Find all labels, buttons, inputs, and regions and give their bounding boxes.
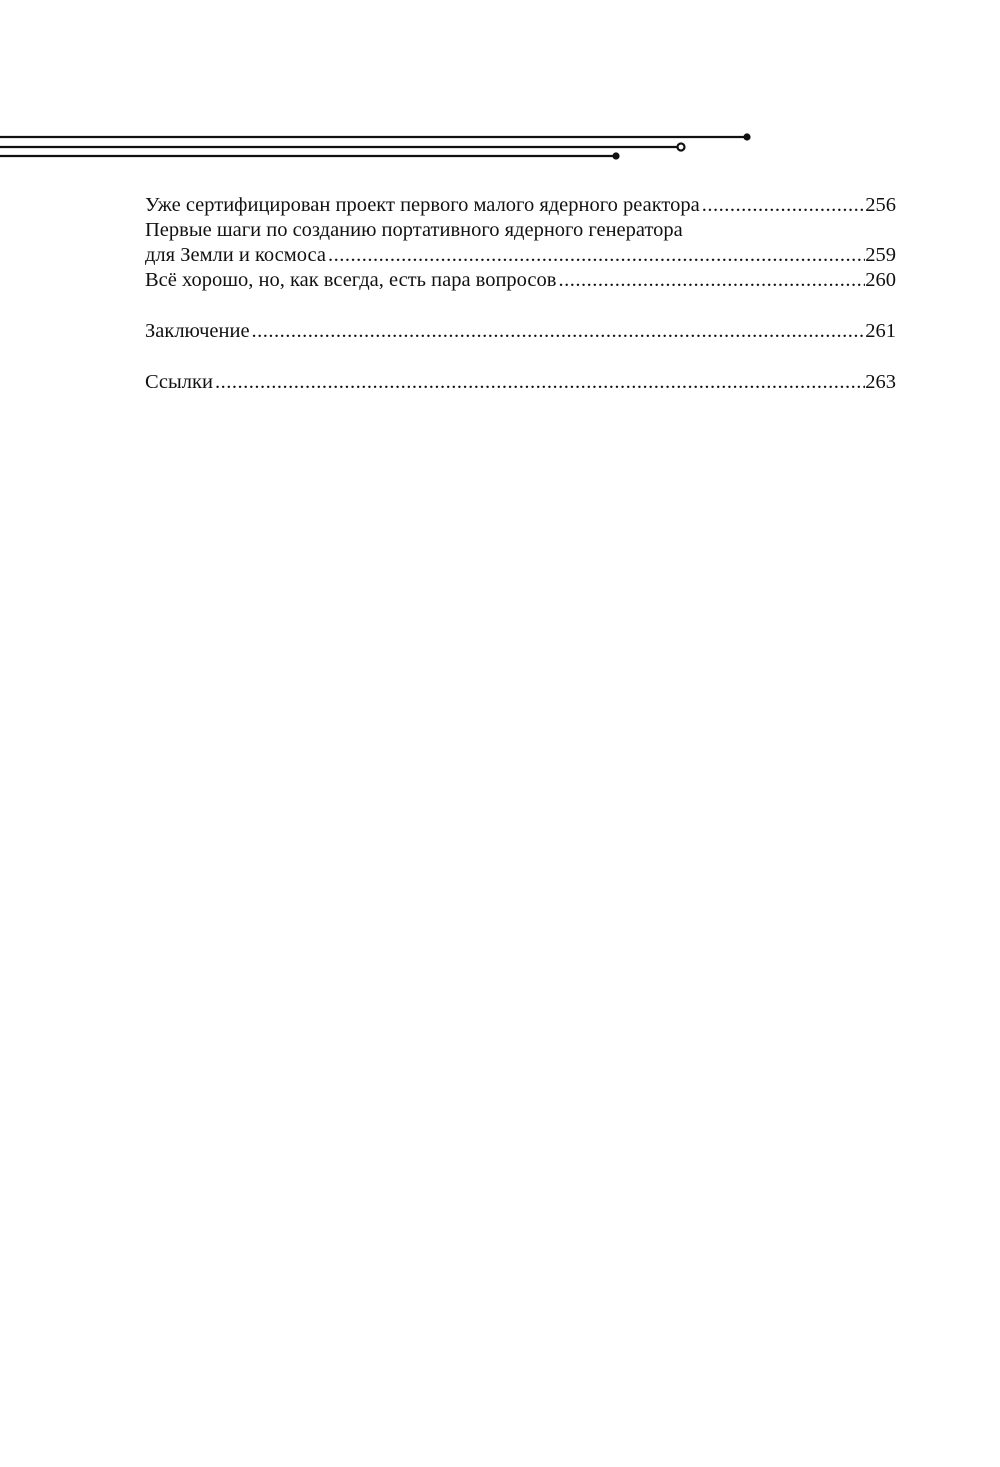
toc-entry-title: Всё хорошо, но, как всегда, есть пара вопросов — [145, 269, 557, 291]
toc-leader-dots — [556, 268, 865, 293]
toc-entry-title-line1: Первые шаги по созданию портативного ядерного генератора — [145, 219, 683, 241]
toc-leader-dots — [326, 243, 865, 268]
toc-entry-page: 263 — [865, 371, 896, 393]
toc-entry[interactable] — [145, 370, 896, 395]
toc-entry[interactable] — [145, 218, 896, 268]
toc-leader-dots — [213, 370, 865, 395]
toc-leader-dots — [700, 193, 866, 218]
toc-entry-page: 259 — [865, 244, 896, 266]
toc-leader-dots — [250, 319, 866, 344]
toc-entry-title: Заключение — [145, 320, 250, 342]
table-of-contents — [145, 193, 896, 395]
toc-entry-title: Уже сертифицирован проект первого малого ядерного реактора — [145, 194, 700, 216]
section-spacer — [145, 344, 896, 370]
toc-entry-title-line2: для Земли и космоса — [145, 244, 326, 266]
toc-entry-page: 261 — [865, 320, 896, 342]
toc-entry[interactable] — [145, 319, 896, 344]
toc-entry[interactable] — [145, 193, 896, 218]
header-ornament — [0, 125, 760, 165]
toc-entry-page: 260 — [865, 269, 896, 291]
toc-entry[interactable] — [145, 268, 896, 293]
toc-entry-page: 256 — [865, 194, 896, 216]
section-spacer — [145, 293, 896, 319]
toc-entry-title: Ссылки — [145, 371, 213, 393]
